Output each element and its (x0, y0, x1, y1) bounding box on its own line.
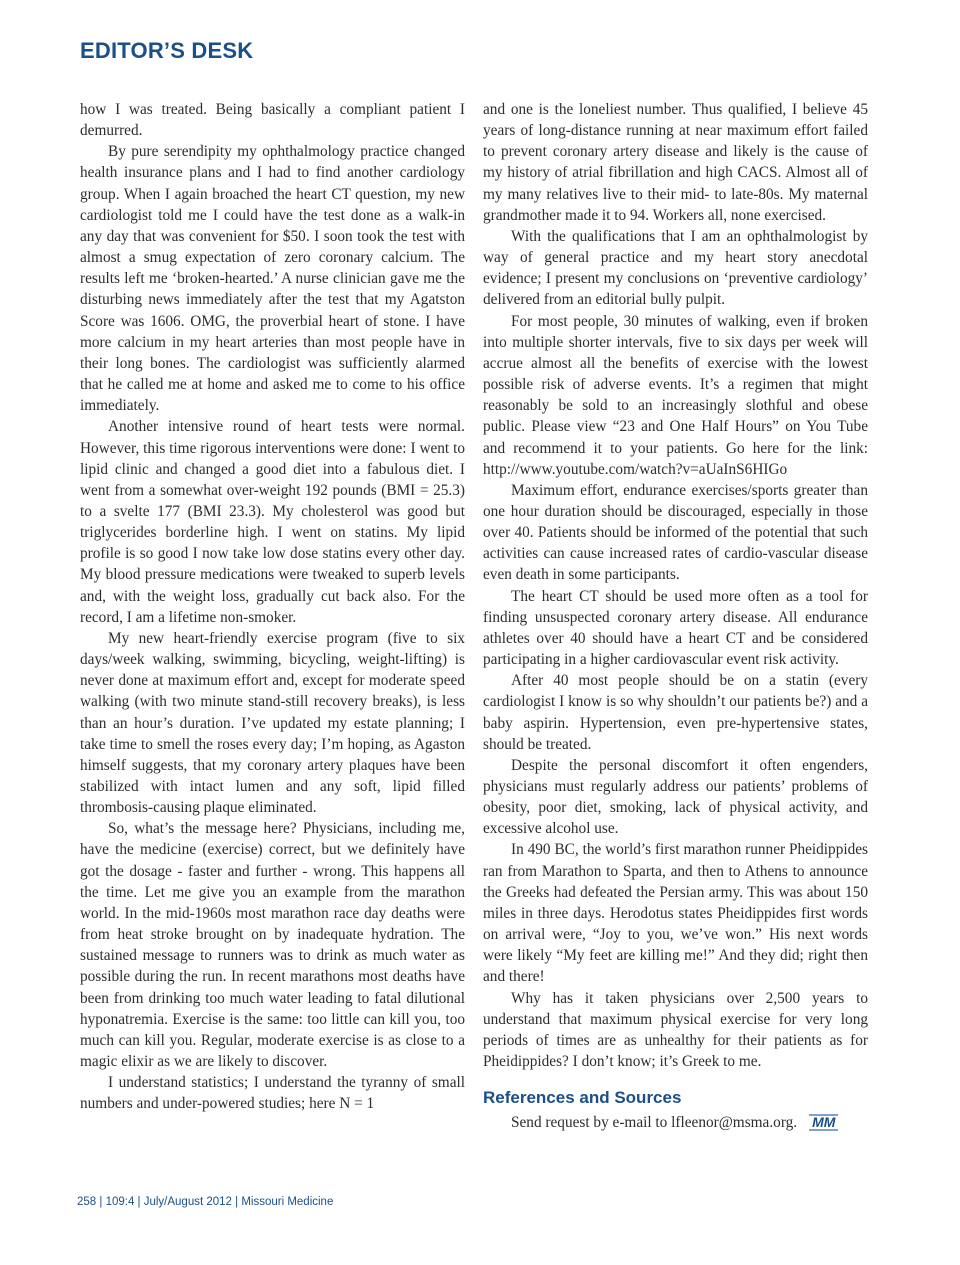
paragraph: I understand statistics; I understand the tyranny of small numbers and under-powered studies; here N = 1 (80, 1074, 465, 1113)
paragraph: Another intensive round of heart tests were normal. However, this time rigorous interventions were done: I went to lipid clinic and changed a good diet into a fabulous diet. I went from a somewhat over-weight 192 pounds (BMI = 25.3) to a svelte 177 (BMI 23.3). My cholesterol was good but triglycerides borderline high. I went on statins. My lipid profile is so good I now take low dose statins every other day. My blood pressure medications were tweaked to superb levels and, with the weight loss, gradually cut back also. For the record, I am a lifetime non-smoker. (80, 418, 465, 626)
right-column (483, 99, 868, 1133)
paragraph: The heart CT should be used more often as a tool for finding unsuspected coronary artery disease. All endurance athletes over 40 should have a heart CT and be considered participating in a higher cardiovascular event risk activity. (483, 587, 868, 669)
paragraph: By pure serendipity my ophthalmology practice changed health insurance plans and I had to find another cardiology group. When I again broached the heart CT question, my new cardiologist told me I could have the test done as a walk-in any day that was convenient for $50. I soon took the test with almost a smug expectation of zero coronary calcium. The results left me ‘broken-hearted.’ A nurse clinician gave me the disturbing news immediately after the test that my Agatston Score was 1606. OMG, the proverbial heart of stone. I have more calcium in my heart arteries than most people have in their long bones. The cardiologist was sufficiently alarmed that he called me at home and asked me to come to his office immediately. (80, 143, 465, 415)
page-footer: 258 | 109:4 | July/August 2012 | Missouri Medicine (77, 1196, 334, 1208)
paragraph: So, what’s the message here? Physicians, including me, have the medicine (exercise) correct, but we definitely have got the dosage - faster and further - wrong. This happens all the time. Let me give you an example from the marathon world. In the mid-1960s most marathon race day deaths were from heat stroke brought on by inadequate hydration. The sustained message to runners was to drink as much water as possible during the run. In recent marathons most deaths have been from drinking too much water leading to fatal dilutional hyponatremia. Exercise is the same: too little can kill you, too much can kill you. Regular, moderate exercise is as close to a magic elixir as we are likely to discover. (80, 820, 465, 1071)
references-text: Send request by e-mail to lfleenor@msma.org. (511, 1114, 798, 1132)
paragraph: Why has it taken physicians over 2,500 years to understand that maximum physical exercise for very long periods of times are as unhealthy for their patients as for Pheidippides? I don’t know; it’s Greek to me. (483, 989, 868, 1071)
paragraph: how I was treated. Being basically a compliant patient I demurred. (80, 101, 465, 140)
paragraph: In 490 BC, the world’s first marathon runner Pheidippides ran from Marathon to Sparta, and then to Athens to announce the Greeks had defeated the Persian army. This was about 150 miles in three days. Herodotus states Pheidippides first words on arrival were, “Joy to you, we’ve won.” His next words were likely “My feet are killing me!” And they did; right then and there! (483, 841, 868, 986)
paragraph: With the qualifications that I am an ophthalmologist by way of general practice and my heart story anecdotal evidence; I present my conclusions on ‘preventive cardiology’ delivered from an editorial bully pulpit. (483, 227, 868, 309)
paragraph: My new heart-friendly exercise program (five to six days/week walking, swimming, bicycling, weight-lifting) is never done at maximum effort and, except for moderate speed walking (with two minute stand-still recovery breaks), is less than an hour’s duration. I’ve updated my estate planning; I take time to smell the roses every day; I’m hoping, as Agaston himself suggests, that my coronary artery plaques have been stabilized with intact lumen and any soft, lipid filled thrombosis-causing plaque eliminated. (80, 629, 465, 817)
left-column (80, 99, 465, 1115)
paragraph: Maximum effort, endurance exercises/sports greater than one hour duration should be discouraged, especially in those over 40. Patients should be informed of the potential that such activities can cause increased rates of cardio-vascular disease even death in some participants. (483, 481, 868, 584)
mm-logo-icon: MM (809, 1114, 838, 1131)
paragraph: Despite the personal discomfort it often engenders, physicians must regularly address our patients’ problems of obesity, poor diet, smoking, lack of physical activity, and excessive alcohol use. (483, 756, 868, 838)
paragraph: and one is the loneliest number. Thus qualified, I believe 45 years of long-distance running at near maximum effort failed to prevent coronary artery disease and likely is the cause of my history of atrial fibrillation and high CACS. Almost all of my many relatives live to their mid- to late-80s. My maternal grandmother made it to 94. Workers all, none exercised. (483, 101, 868, 224)
section-title: EDITOR’S DESK (80, 38, 254, 63)
references-line (483, 1112, 868, 1133)
paragraph: For most people, 30 minutes of walking, even if broken into multiple shorter intervals, five to six days per week will accrue almost all the benefits of exercise with the lowest possible risk of adverse events. It’s a regimen that might reasonably be sold to an increasingly slothful and obese public. Please view “23 and One Half Hours” on You Tube and recommend it to your patients. Go here for the link: http://www.youtube.com/watch?v=aUaInS6HIGo (483, 312, 868, 478)
references-heading: References and Sources (483, 1088, 682, 1108)
paragraph: After 40 most people should be on a statin (every cardiologist I know is so why shouldn’t our patients be?) and a baby aspirin. Hypertension, even pre-hypertensive states, should be treated. (483, 672, 868, 753)
